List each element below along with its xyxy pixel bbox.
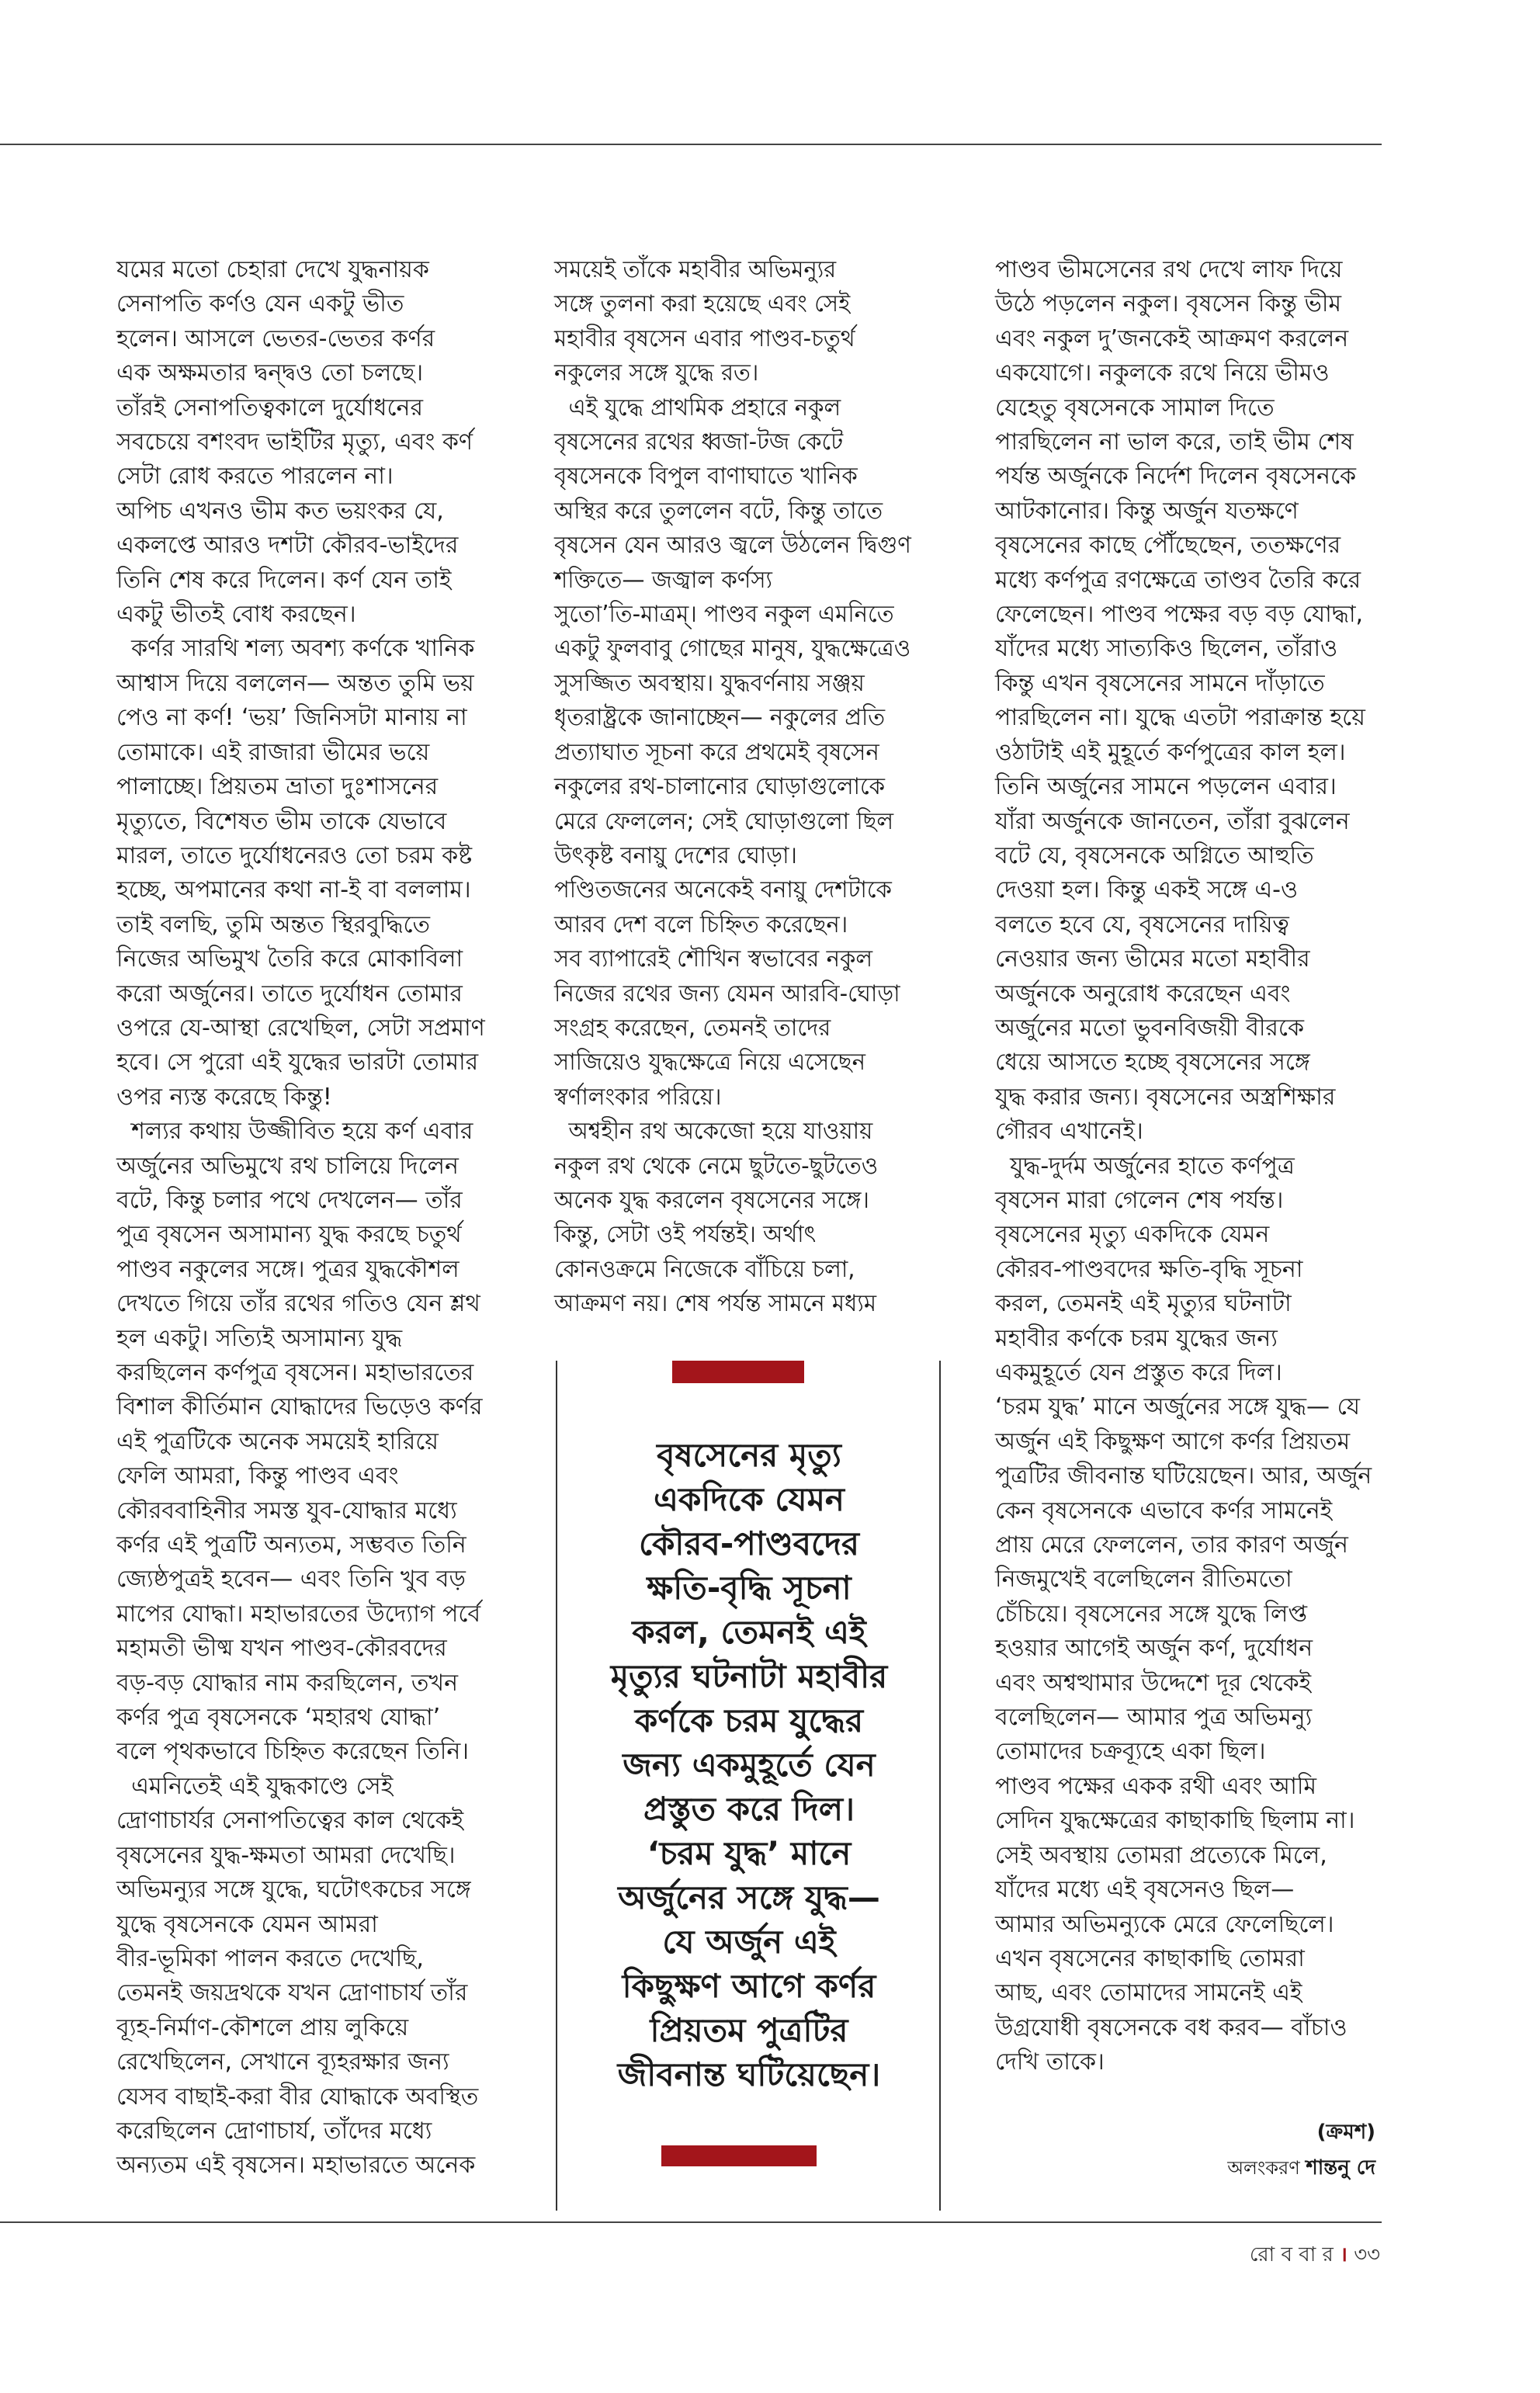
article-column-2: সময়েই তাঁকে মহাবীর অভিমন্যুর সঙ্গে তুলনা করা হয়েছে এবং সেই মহাবীর বৃষসেন এবার পাণ্ডব-চতুর্থ নকুলের সঙ্গে যুদ্ধে রত। এই যুদ্ধে প্রাথমিক প্রহারে নকুল বৃষসেনের রথের ধ্বজা-টজ কেটে বৃষসেনকে বিপুল বাণাঘাতে খানিক অস্থির করে তুললেন বটে, কিন্তু তাতে বৃষসেন যেন আরও জ্বলে উঠলেন দ্বিগুণ শক্তিতে— জজ্বাল কর্ণস্য সুতো’তি-মাত্রম্। পাণ্ডব নকুল এমনিতে একটু ফুলবাবু গোছের মানুষ, যুদ্ধক্ষেত্রেও সুসজ্জিত অবস্থায়। যুদ্ধবর্ণনায় সঞ্জয় ধৃতরাষ্ট্রকে জানাচ্ছেন— নকুলের প্রতি প্রত্যাঘাত সূচনা করে প্রথমেই বৃষসেন নকুলের রথ-চালানোর ঘোড়াগুলোকে মেরে ফেললেন; সেই ঘোড়াগুলো ছিল উৎকৃষ্ট বনায়ু দেশের ঘোড়া। পণ্ডিতজনের অনেকেই বনায়ু দেশটাকে আরব দেশ বলে চিহ্নিত করেছেন। সব ব্যাপারেই শৌখিন স্বভাবের নকুল নিজের রথের জন্য যেমন আরবি-ঘোড়া সংগ্রহ করেছেন, তেমনই তাদের সাজিয়েও যুদ্ধক্ষেত্রে নিয়ে এসেছেন স্বর্ণালংকার পরিয়ে। অশ্বহীন রথ অকেজো হয়ে যাওয়ায় নকুল রথ থেকে নেমে ছুটতে-ছুটতেও অনেক যুদ্ধ করলেন বৃষসেনের সঙ্গে। কিন্তু, সেটা ওই পর্যন্তই। অর্থাৎ কোনওক্রমে নিজেকে বাঁচিয়ে চলা, আক্রমণ নয়। শেষ পর্যন্ত সামনে মধ্যম [554,256,911,1318]
footer-separator: । [1340,2243,1348,2266]
illustration-credit [1227,2152,1375,2186]
page-footer [1250,2239,1380,2273]
page-number: ৩৩ [1354,2243,1380,2266]
pull-quote-bottom-bar [661,2145,817,2166]
pull-quote-right-border [939,1361,941,2211]
credit-label: অলংকরণ [1227,2157,1300,2179]
pull-quote-left-border [556,1361,557,2211]
magazine-name: রো ব বা র [1249,2243,1334,2266]
credit-artist: শান্তনু দে [1306,2156,1375,2180]
bottom-rule [0,2221,1382,2223]
pull-quote-top-bar [672,1361,804,1383]
pull-quote: বৃষসেনের মৃত্যু একদিকে যেমন কৌরব-পাণ্ডবদের ক্ষতি-বৃদ্ধি সূচনা করল, তেমনই এই মৃত্যুর ঘটনাটা মহাবীর কর্ণকে চরম যুদ্ধের জন্য একমুহূর্তে যেন প্রস্তুত করে দিল। ‘চরম যুদ্ধ’ মানে অর্জুনের সঙ্গে যুদ্ধ— যে অর্জুন এই কিছুক্ষণ আগে কর্ণর প্রিয়তম পুত্রটির জীবনান্ত ঘটিয়েছেন। [610,1436,888,2093]
to-be-continued: (ক্রমশ) [1316,2121,1375,2144]
top-rule [0,144,1382,145]
article-column-3: পাণ্ডব ভীমসেনের রথ দেখে লাফ দিয়ে উঠে পড়লেন নকুল। বৃষসেন কিন্তু ভীম এবং নকুল দু’জনকেই আক্রমণ করলেন একযোগে। নকুলকে রথে নিয়ে ভীমও যেহেতু বৃষসেনকে সামাল দিতে পারছিলেন না ভাল করে, তাই ভীম শেষ পর্যন্ত অর্জুনকে নির্দেশ দিলেন বৃষসেনকে আটকানোর। কিন্তু অর্জুন যতক্ষণে বৃষসেনের কাছে পৌঁছেছেন, ততক্ষণের মধ্যে কর্ণপুত্র রণক্ষেত্রে তাণ্ডব তৈরি করে ফেলেছেন। পাণ্ডব পক্ষের বড় বড় যোদ্ধা, যাঁদের মধ্যে সাত্যকিও ছিলেন, তাঁরাও কিন্তু এখন বৃষসেনের সামনে দাঁড়াতে পারছিলেন না। যুদ্ধে এতটা পরাক্রান্ত হয়ে ওঠাটাই এই মুহূর্তে কর্ণপুত্রের কাল হল। তিনি অর্জুনের সামনে পড়লেন এবার। যাঁরা অর্জুনকে জানতেন, তাঁরা বুঝলেন বটে যে, বৃষসেনকে অগ্নিতে আহুতি দেওয়া হল। কিন্তু একই সঙ্গে এ-ও বলতে হবে যে, বৃষসেনের দায়িত্ব নেওয়ার জন্য ভীমের মতো মহাবীর অর্জুনকে অনুরোধ করেছেন এবং অর্জুনের মতো ভুবনবিজয়ী বীরকে ধেয়ে আসতে হচ্ছে বৃষসেনের সঙ্গে যুদ্ধ করার জন্য। বৃষসেনের অস্ত্রশিক্ষার গৌরব এখানেই। যুদ্ধ-দুর্দম অর্জুনের হাতে কর্ণপুত্র বৃষসেন মারা গেলেন শেষ পর্যন্ত। বৃষসেনের মৃত্যু একদিকে যেমন কৌরব-পাণ্ডবদের ক্ষতি-বৃদ্ধি সূচনা করল, তেমনই এই মৃত্যুর ঘটনাটা মহাবীর কর্ণকে চরম যুদ্ধের জন্য একমুহূর্তে যেন প্রস্তুত করে দিল। ‘চরম যুদ্ধ’ মানে অর্জুনের সঙ্গে যুদ্ধ— যে অর্জুন এই কিছুক্ষণ আগে কর্ণর প্রিয়তম পুত্রটির জীবনান্ত ঘটিয়েছেন। আর, অর্জুন কেন বৃষসেনকে এভাবে কর্ণর সামনেই প্রায় মেরে ফেললেন, তার কারণ অর্জুন নিজমুখেই বলেছিলেন রীতিমতো চেঁচিয়ে। বৃষসেনের সঙ্গে যুদ্ধে লিপ্ত হওয়ার আগেই অর্জুন কর্ণ, দুর্যোধন এবং অশ্বত্থামার উদ্দেশে দূর থেকেই বলেছিলেন— আমার পুত্র অভিমন্যু তোমাদের চক্রব্যূহে একা ছিল। পাণ্ডব পক্ষের একক রথী এবং আমি সেদিন যুদ্ধক্ষেত্রের কাছাকাছি ছিলাম না। সেই অবস্থায় তোমরা প্রত্যেকে মিলে, যাঁদের মধ্যে এই বৃষসেনও ছিল— আমার অভিমন্যুকে মেরে ফেলেছিলে। এখন বৃষসেনের কাছাকাছি তোমরা আছ, এবং তোমাদের সামনেই এই উগ্রযোধী বৃষসেনকে বধ করব— বাঁচাও দেখি তাকে। [995,256,1372,2076]
article-column-1: যমের মতো চেহারা দেখে যুদ্ধনায়ক সেনাপতি কর্ণও যেন একটু ভীত হলেন। আসলে ভেতর-ভেতর কর্ণর এক অক্ষমতার দ্বন্দ্বও তো চলছে। তাঁরই সেনাপতিত্বকালে দুর্যোধনের সবচেয়ে বশংবদ ভাইটির মৃত্যু, এবং কর্ণ সেটা রোধ করতে পারলেন না। অপিচ এখনও ভীম কত ভয়ংকর যে, একলপ্তে আরও দশটা কৌরব-ভাইদের তিনি শেষ করে দিলেন। কর্ণ যেন তাই একটু ভীতই বোধ করছেন। কর্ণর সারথি শল্য অবশ্য কর্ণকে খানিক আশ্বাস দিয়ে বললেন— অন্তত তুমি ভয় পেও না কর্ণ! ‘ভয়’ জিনিসটা মানায় না তোমাকে। এই রাজারা ভীমের ভয়ে পালাচ্ছে। প্রিয়তম ভ্রাতা দুঃশাসনের মৃত্যুতে, বিশেষত ভীম তাকে যেভাবে মারল, তাতে দুর্যোধনেরও তো চরম কষ্ট হচ্ছে, অপমানের কথা না-ই বা বললাম। তাই বলছি, তুমি অন্তত স্থিরবুদ্ধিতে নিজের অভিমুখ তৈরি করে মোকাবিলা করো অর্জুনের। তাতে দুর্যোধন তোমার ওপরে যে-আস্থা রেখেছিল, সেটা সপ্রমাণ হবে। সে পুরো এই যুদ্ধের ভারটা তোমার ওপর ন্যস্ত করেছে কিন্তু! শল্যর কথায় উজ্জীবিত হয়ে কর্ণ এবার অর্জুনের অভিমুখে রথ চালিয়ে দিলেন বটে, কিন্তু চলার পথে দেখলেন— তাঁর পুত্র বৃষসেন অসামান্য যুদ্ধ করছে চতুর্থ পাণ্ডব নকুলের সঙ্গে। পুত্রর যুদ্ধকৌশল দেখতে গিয়ে তাঁর রথের গতিও যেন শ্লথ হল একটু। সত্যিই অসামান্য যুদ্ধ করছিলেন কর্ণপুত্র বৃষসেন। মহাভারতের বিশাল কীর্তিমান যোদ্ধাদের ভিড়েও কর্ণর এই পুত্রটিকে অনেক সময়েই হারিয়ে ফেলি আমরা, কিন্তু পাণ্ডব এবং কৌরববাহিনীর সমস্ত যুব-যোদ্ধার মধ্যে কর্ণর এই পুত্রটি অন্যতম, সম্ভবত তিনি জ্যেষ্ঠপুত্রই হবেন— এবং তিনি খুব বড় মাপের যোদ্ধা। মহাভারতের উদ্যোগ পর্বে মহামতী ভীষ্ম যখন পাণ্ডব-কৌরবদের বড়-বড় যোদ্ধার নাম করছিলেন, তখন কর্ণর পুত্র বৃষসেনকে ‘মহারথ যোদ্ধা’ বলে পৃথকভাবে চিহ্নিত করেছেন তিনি। এমনিতেই এই যুদ্ধকাণ্ডে সেই দ্রোণাচার্যর সেনাপতিত্বের কাল থেকেই বৃষসেনের যুদ্ধ-ক্ষমতা আমরা দেখেছি। অভিমন্যুর সঙ্গে যুদ্ধে, ঘটোৎকচের সঙ্গে যুদ্ধে বৃষসেনকে যেমন আমরা বীর-ভূমিকা পালন করতে দেখেছি, তেমনই জয়দ্রথকে যখন দ্রোণাচার্য তাঁর ব্যূহ-নির্মাণ-কৌশলে প্রায় লুকিয়ে রেখেছিলেন, সেখানে ব্যূহরক্ষার জন্য যেসব বাছাই-করা বীর যোদ্ধাকে অবস্থিত করেছিলেন দ্রোণাচার্য, তাঁদের মধ্যে অন্যতম এই বৃষসেন। মহাভারতে অনেক [116,256,485,2180]
